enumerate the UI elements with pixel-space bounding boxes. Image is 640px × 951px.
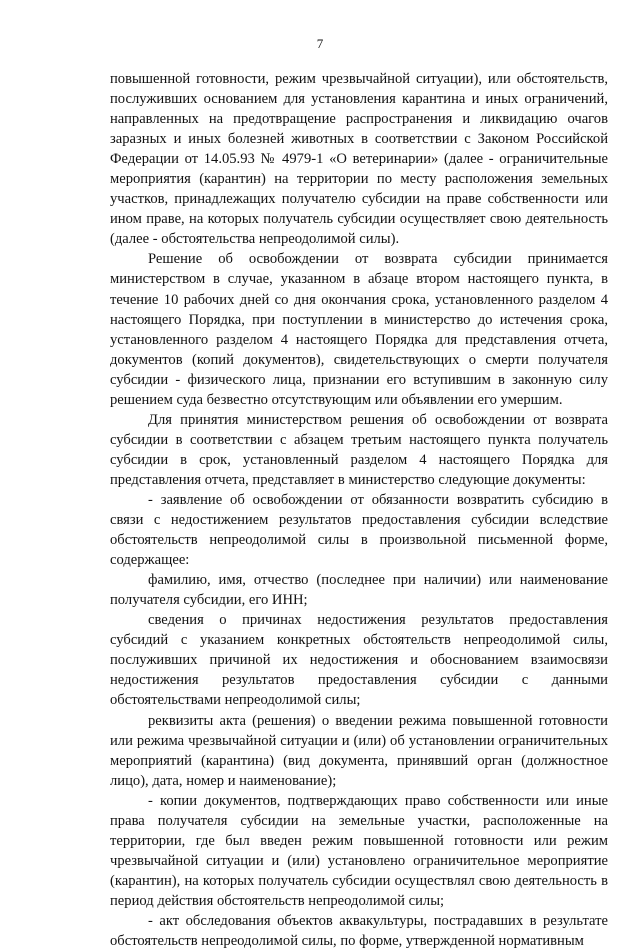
paragraph-1: повышенной готовности, режим чрезвычайной ситуации), или обстоятельств, послуживших основанием для установления карантина и иных ограничений, направленных на предотвращение распространения и ликвидацию очагов заразных и иных болезней животных в соответствии с Законом Российской Федерации от 14.05.93 № 4979-1 «О ветеринарии» (далее - ограничительные мероприятия (карантин) на территории по месту расположения земельных участков, принадлежащих получателю субсидии на праве собственности или ином праве, на которых получатель субсидии осуществляет свою деятельность (далее - обстоятельства непреодолимой силы).	[110, 71, 608, 248]
paragraph-9: - акт обследования объектов аквакультуры, пострадавших в результате обстоятельств непреодолимой силы, по форме, утвержденной нормативным	[110, 912, 608, 950]
paragraph-6: сведения о причинах недостижения результатов предоставления субсидий с указанием конкретных обстоятельств непреодолимой силы, послуживших причиной их недостижения и обоснованием взаимосвязи недостижения результатов предоставления субсидии с данными обстоятельствами непреодолимой силы;	[110, 612, 608, 709]
paragraph-4: - заявление об освобождении от обязанности возвратить субсидию в связи с недостижением результатов предоставления субсидии вследствие обстоятельств непреодолимой силы в произвольной письменной форме, содержащее:	[110, 491, 608, 569]
paragraph-2: Решение об освобождении от возврата субсидии принимается министерством в случае, указанном в абзаце втором настоящего пункта, в течение 10 рабочих дней со дня окончания срока, установленного разделом 4 настоящего Порядка, при поступлении в министерство до истечения срока, установленного разделом 4 настоящего Порядка для представления отчета, документов (копий документов), свидетельствующих о смерти получателя субсидии - физического лица, признании его вступившим в законную силу решением суда безвестно отсутствующим или объявлении его умершим.	[110, 251, 608, 408]
body-text	[110, 69, 608, 951]
paragraph-3: Для принятия министерством решения об освобождении от возврата субсидии в соответствии с абзацем третьим настоящего пункта получатель субсидии в срок, установленный разделом 4 настоящего Порядка для представления отчета, представляет в министерство следующие документы:	[110, 411, 608, 488]
paragraph-5: фамилию, имя, отчество (последнее при наличии) или наименование получателя субсидии, его ИНН;	[110, 572, 608, 609]
paragraph-8: - копии документов, подтверждающих право собственности или иные права получателя субсидии на земельные участки, расположенные на территории, где был введен режим повышенной готовности или режим чрезвычайной ситуации и (или) установлено ограничительное мероприятие (карантин), на которых получатель субсидии осуществлял свою деятельность в период действия обстоятельств непреодолимой силы;	[110, 792, 608, 909]
paragraph-7: реквизиты акта (решения) о введении режима повышенной готовности или режима чрезвычайной ситуации и (или) об установлении ограничительных мероприятий (карантина) (вид документа, принявший орган (должностное лицо), дата, номер и наименование);	[110, 712, 608, 789]
page-number: 7	[316, 36, 324, 51]
